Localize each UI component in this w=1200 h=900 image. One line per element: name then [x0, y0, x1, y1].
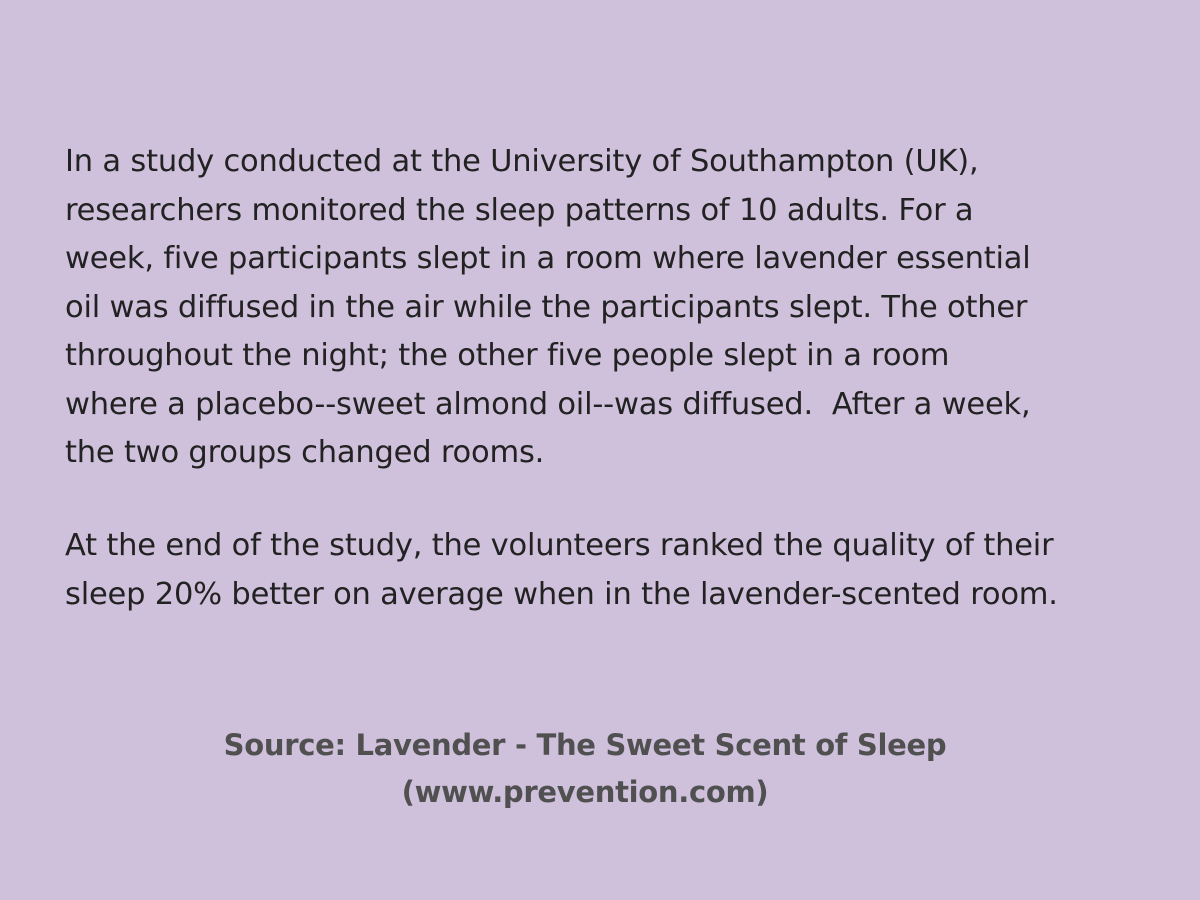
source-citation — [0, 722, 1170, 816]
paragraph-line: researchers monitored the sleep patterns of 10 adults. For a — [65, 192, 974, 228]
paragraph-line: where a placebo--sweet almond oil--was diffused. After a week, — [65, 386, 1031, 422]
source-url: (www.prevention.com) — [401, 775, 769, 809]
paragraph-line: throughout the night; the other five people slept in a room — [65, 338, 950, 373]
paragraph-line: week, five participants slept in a room where lavender essential — [65, 241, 1031, 276]
paragraph-line: At the end of the study, the volunteers ranked the quality of their — [65, 528, 1054, 563]
study-result-paragraph — [65, 522, 1165, 619]
paragraph-line: In a study conducted at the University of Southampton (UK), — [65, 144, 979, 179]
paragraph-line: oil was diffused in the air while the participants slept. The other — [65, 289, 1028, 325]
source-title: Source: Lavender - The Sweet Scent of Sleep — [223, 728, 947, 762]
study-description-paragraph — [65, 138, 1165, 478]
paragraph-line: the two groups changed rooms. — [65, 435, 545, 470]
paragraph-line: sleep 20% better on average when in the lavender-scented room. — [65, 576, 1058, 612]
